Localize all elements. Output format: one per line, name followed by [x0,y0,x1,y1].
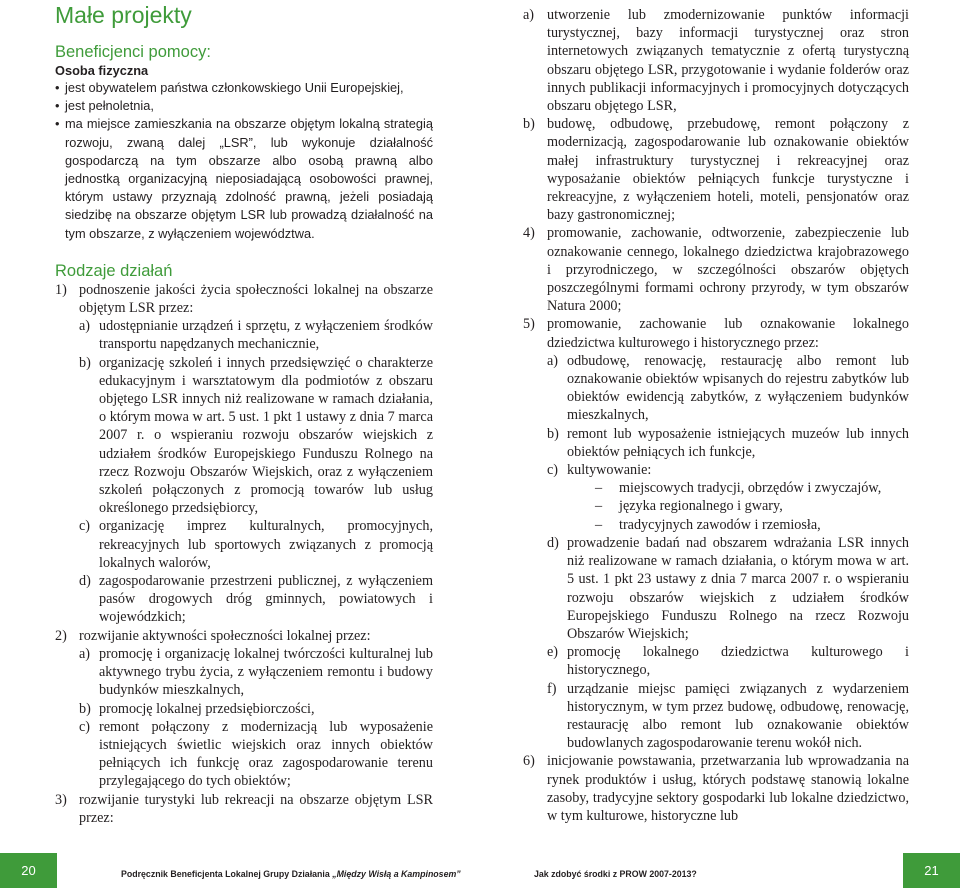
actions-heading: Rodzaje działań [55,261,173,280]
item-marker: a) [79,318,91,335]
page-number-right: 21 [903,853,960,888]
item-marker: 2) [55,627,67,644]
sub-item [79,517,433,572]
sub-item [79,700,433,718]
sub-item [79,718,433,791]
running-footer-left-text: Podręcznik Beneficjenta Lokalnej Grupy Działania [121,869,330,879]
item-marker: c) [79,718,91,735]
sub-item [547,643,909,679]
action-item-6 [523,752,909,825]
item-marker: d) [79,573,91,590]
list-item: • ma miejsce zamieszkania na obszarze objętym lokalną strategią rozwoju, zwaną dalej „LSR”, lub wykonuje działalność gospodarczą na tym obszarze albo osobą prawną albo jednostką organizacyjną nieposiadającą osobowości prawnej, którym ustawy przyznają zdolność prawną, jeżeli posiadają siedzibę na obszarze objętym LSR lub prowadzą działalność na tym obszarze, z wyłączeniem województwa. [55,115,433,242]
action-item-4 [523,224,909,315]
sub-item [547,680,909,753]
item-text: utworzenie lub zmodernizowanie punktów informacji turystycznej, bazy informacji turystycznej oraz stron internetowych związanych tematycznie z ofertą turystyczną obszaru objętego LSR, przygotowanie i wydanie folderów oraz innych publikacji informacyjnych i promocyjnych dotyczących obszaru objętego LSR, [547,7,909,115]
item-marker: a) [523,7,535,23]
item-text: odbudowę, renowację, restaurację albo remont lub oznakowanie obiektów wpisanych do rejestru zabytków lub obiektów ewidencją zabytków, z wyłączeniem budynków mieszkalnych, [567,352,909,424]
sub-item [523,115,909,224]
sub-item [547,534,909,643]
item-marker: f) [547,680,557,697]
beneficiary-conditions-list [55,79,433,243]
sub-item [79,645,433,700]
beneficiaries-heading: Beneficjenci pomocy: [55,43,211,61]
item-marker: – [595,516,603,533]
item-text: rozwijanie turystyki lub rekreacji na obszarze objętym LSR przez: [79,791,433,826]
item-text: prowadzenie badań nad obszarem wdrażania LSR innych niż realizowane w ramach działania, o którym mowa w art. 5 ust. 1 pkt 23 ustawy z dnia 7 marca 2007 r. o wspieraniu rozwoju obszarów wiejskich z udziałem środków Europejskiego Funduszu Rolnego na rzecz Rozwoju Obszarów Wiejskich; [567,534,909,642]
item-text: promocję lokalnego dziedzictwa kulturowego i historycznego, [567,644,909,679]
item-text: tradycyjnych zawodów i rzemiosła, [619,516,821,533]
running-footer-left-italic: „Między Wisłą a Kampinosem” [332,869,461,879]
item-marker: e) [547,644,559,661]
item-marker: – [595,480,603,497]
sub-item [523,6,909,115]
item-text: promocję i organizację lokalnej twórczości kulturalnej lub aktywnego trybu życia, z wyłączeniem remontu i budowy budynków mieszkalnych, [99,645,433,699]
right-column [523,6,909,825]
item-marker: – [595,498,603,515]
sub-item [79,572,433,627]
sub-item [79,317,433,353]
item-text: organizację imprez kulturalnych, promocyjnych, rekreacyjnych lub sportowych związanych z promocją lokalnych walorów, [99,518,433,571]
item-marker: c) [547,462,559,479]
item-text: inicjowanie powstawania, przetwarzania lub wprowadzania na rynek produktów i usług, których podstawę stanowią lokalne zasoby, tradycyjne sektory gospodarki lub lokalne dziedzictwo, w tym kulturowe, historyczne lub [547,753,909,824]
item-text: zagospodarowanie przestrzeni publicznej, z wyłączeniem pasów drogowych dróg gminnych, powiatowych i wojewódzkich; [99,573,433,626]
page-title: Małe projekty [55,2,192,28]
sub-item [547,352,909,425]
item-text: kultywowanie: [567,462,652,479]
sub-item [547,461,909,479]
list-item: • jest pełnoletnia, [55,97,433,115]
item-marker: c) [79,518,91,535]
item-text: podnoszenie jakości życia społeczności lokalnej na obszarze objętym LSR przez: [79,281,433,317]
action-item-5 [523,315,909,351]
action-item-1 [55,281,433,317]
page-number-left: 20 [0,853,57,888]
item-text: promocję lokalnej przedsiębiorczości, [99,700,315,717]
item-marker: 1) [55,281,67,298]
item-marker: d) [547,534,559,551]
running-footer-left [121,853,461,888]
person-heading: Osoba fizyczna [55,63,149,78]
page-footer [0,853,960,888]
item-marker: b) [79,700,91,717]
dash-item [595,497,909,515]
item-text: urządzanie miejsc pamięci związanych z wydarzeniem historycznym, w tym przez budowę, odbudowę, renowację, restaurację albo remont lub oznakowanie obiektów budowlanych zagospodarowanie terenu wokół nich. [567,680,909,752]
list-item: • jest obywatelem państwa członkowskiego Unii Europejskiej, [55,79,433,97]
item-marker: 6) [523,753,535,770]
running-footer-right: Jak zdobyć środki z PROW 2007-2013? [534,869,697,879]
sub-item [547,425,909,461]
item-marker: 3) [55,791,67,808]
item-marker: a) [79,645,91,662]
item-text: udostępnianie urządzeń i sprzętu, z wyłączeniem środków transportu napędzanych mechanicznie, [99,318,433,353]
left-column [55,0,433,827]
item-marker: a) [547,352,559,369]
item-marker: 5) [523,316,535,333]
item-text: języka regionalnego i gwary, [619,498,783,515]
item-marker: b) [523,116,535,133]
item-text: miejscowych tradycji, obrzędów i zwyczajów, [619,480,882,497]
item-text: promowanie, zachowanie lub oznakowanie lokalnego dziedzictwa kulturowego i historycznego przez: [547,316,909,351]
item-text: remont połączony z modernizacją lub wyposażenie istniejących świetlic wiejskich oraz innych obiektów pełniących ich funkcję oraz zagospodarowanie terenu przylegającego do tych obiektów; [99,718,433,790]
item-text: rozwijanie aktywności społeczności lokalnej przez: [79,627,371,644]
item-text: organizację szkoleń i innych przedsięwzięć o charakterze edukacyjnym i warsztatowym dla podmiotów z obszaru objętego LSR innych niż realizowane w ramach działania, o którym mowa w art. 5 ust. 1 pkt 1 ustawy z dnia 7 marca 2007 r. o wspieraniu rozwoju obszarów wiejskich z udziałem środków Europejskiego Funduszu Rolnego na rzecz Rozwoju Obszarów Wiejskich, oraz z wyłączeniem szkoleń połączonych z promocją towarów lub usług określonego przedsiębiorcy, [99,354,433,517]
item-text: remont lub wyposażenie istniejących muzeów lub innych obiektów pełniących ich funkcje, [567,425,909,460]
item-text: promowanie, zachowanie, odtworzenie, zabezpieczenie lub oznakowanie cennego, lokalnego dziedzictwa krajobrazowego i przyrodniczego, w szczególności obszarów objętych poszczególnymi formami ochrony przyrody, w tym obszarów Natura 2000; [547,225,909,315]
item-marker: 4) [523,225,535,242]
dash-item [595,516,909,534]
item-text: budowę, odbudowę, przebudowę, remont połączony z modernizacją, zagospodarowanie lub oznakowanie obiektów małej infrastruktury turystycznej i rekreacyjnej oraz wyposażanie obiektów pełniących funkcje turystyczne i rekreacyjne, z wyłączeniem hoteli, moteli, pensjonatów oraz bazy gastronomicznej; [547,116,909,224]
item-marker: b) [79,354,91,371]
item-marker: b) [547,425,559,442]
action-item-2 [55,627,433,645]
sub-item [79,354,433,518]
dash-item [595,479,909,497]
action-item-3 [55,791,433,827]
